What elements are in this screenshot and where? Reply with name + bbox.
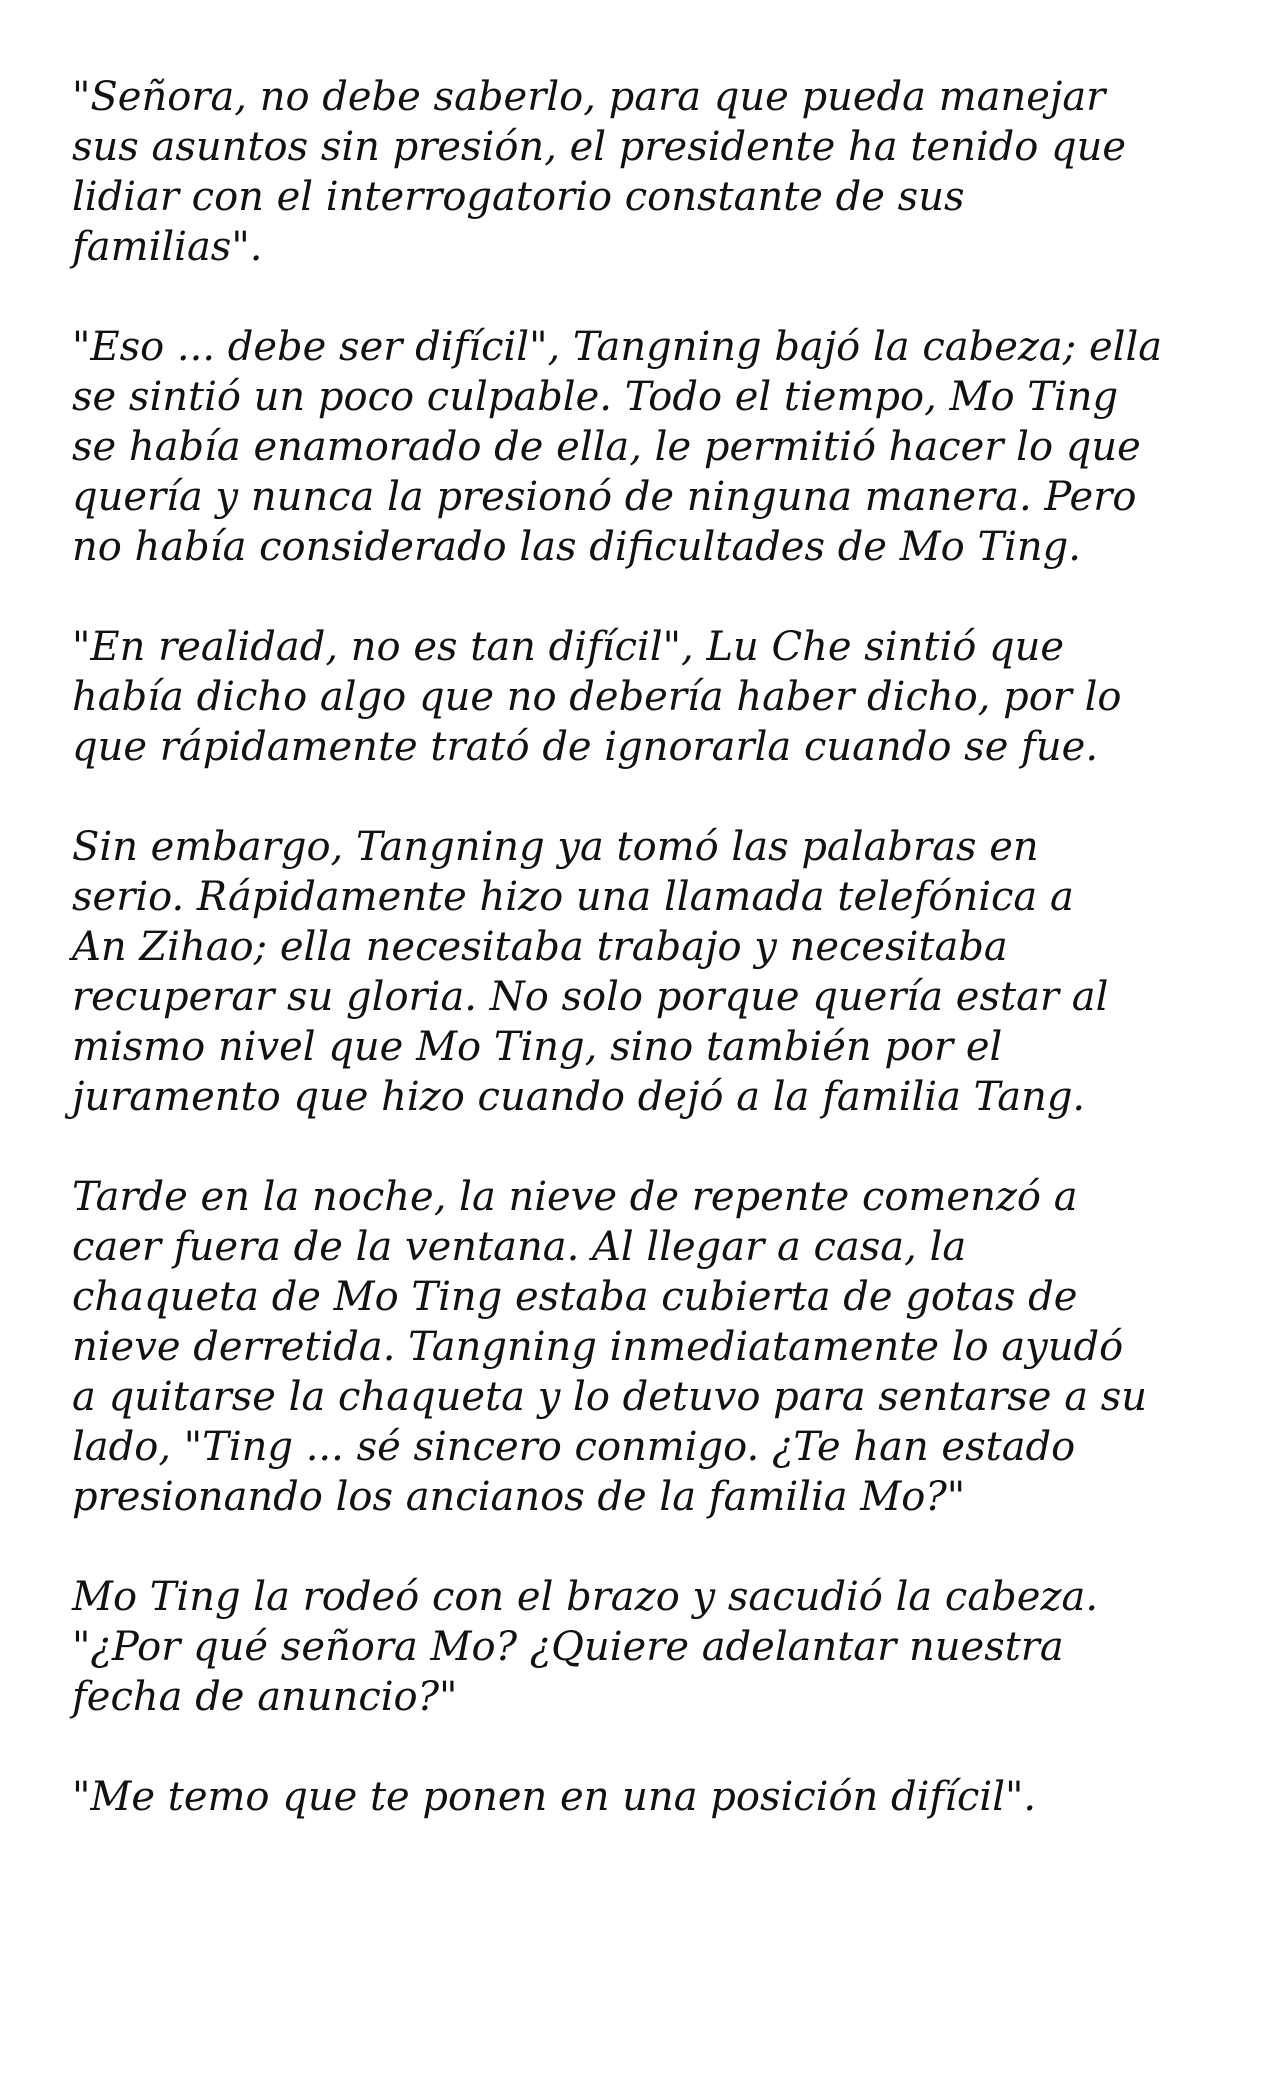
document-body	[72, 72, 1222, 1872]
text-line: familias".	[72, 224, 263, 270]
text-line: presionando los ancianos de la familia Mo?"	[72, 1474, 966, 1520]
text-line: lado, "Ting ... sé sincero conmigo. ¿Te han estado	[72, 1424, 1076, 1470]
text-line: "Me temo que te ponen en una posición difícil".	[72, 1774, 1037, 1820]
text-line: sus asuntos sin presión, el presidente ha tenido que	[72, 124, 1127, 170]
text-line: "¿Por qué señora Mo? ¿Quiere adelantar nuestra	[72, 1624, 1064, 1670]
text-line: se había enamorado de ella, le permitió hacer lo que	[72, 424, 1141, 470]
text-line: Tarde en la noche, la nieve de repente comenzó a	[72, 1174, 1078, 1220]
text-line: juramento que hizo cuando dejó a la familia Tang.	[72, 1074, 1086, 1120]
text-line: lidiar con el interrogatorio constante de sus	[72, 174, 965, 220]
paragraph-6	[72, 1572, 1222, 1722]
paragraph-4	[72, 822, 1222, 1122]
text-line: se sintió un poco culpable. Todo el tiempo, Mo Ting	[72, 374, 1119, 420]
text-line: serio. Rápidamente hizo una llamada telefónica a	[72, 874, 1074, 920]
text-line: "En realidad, no es tan difícil", Lu Che sintió que	[72, 624, 1065, 670]
paragraph-1	[72, 72, 1222, 272]
text-line: Mo Ting la rodeó con el brazo y sacudió la cabeza.	[72, 1574, 1099, 1620]
text-line: a quitarse la chaqueta y lo detuvo para sentarse a su	[72, 1374, 1148, 1420]
paragraph-5	[72, 1172, 1222, 1522]
text-line: "Señora, no debe saberlo, para que pueda manejar	[72, 74, 1106, 120]
text-line: no había considerado las dificultades de Mo Ting.	[72, 524, 1082, 570]
text-line: había dicho algo que no debería haber dicho, por lo	[72, 674, 1122, 720]
text-line: An Zihao; ella necesitaba trabajo y necesitaba	[72, 924, 1008, 970]
text-line: fecha de anuncio?"	[72, 1674, 458, 1720]
text-line: chaqueta de Mo Ting estaba cubierta de gotas de	[72, 1274, 1078, 1320]
text-line: mismo nivel que Mo Ting, sino también por el	[72, 1024, 1003, 1070]
text-line: nieve derretida. Tangning inmediatamente lo ayudó	[72, 1324, 1124, 1370]
text-line: quería y nunca la presionó de ninguna manera. Pero	[72, 474, 1137, 520]
text-line: caer fuera de la ventana. Al llegar a casa, la	[72, 1224, 967, 1270]
paragraph-7	[72, 1772, 1222, 1822]
text-line: Sin embargo, Tangning ya tomó las palabras en	[72, 824, 1039, 870]
paragraph-2	[72, 322, 1222, 572]
text-line: "Eso ... debe ser difícil", Tangning bajó la cabeza; ella	[72, 324, 1163, 370]
paragraph-3	[72, 622, 1222, 772]
text-line: recuperar su gloria. No solo porque quería estar al	[72, 974, 1109, 1020]
text-line: que rápidamente trató de ignorarla cuando se fue.	[72, 724, 1099, 770]
